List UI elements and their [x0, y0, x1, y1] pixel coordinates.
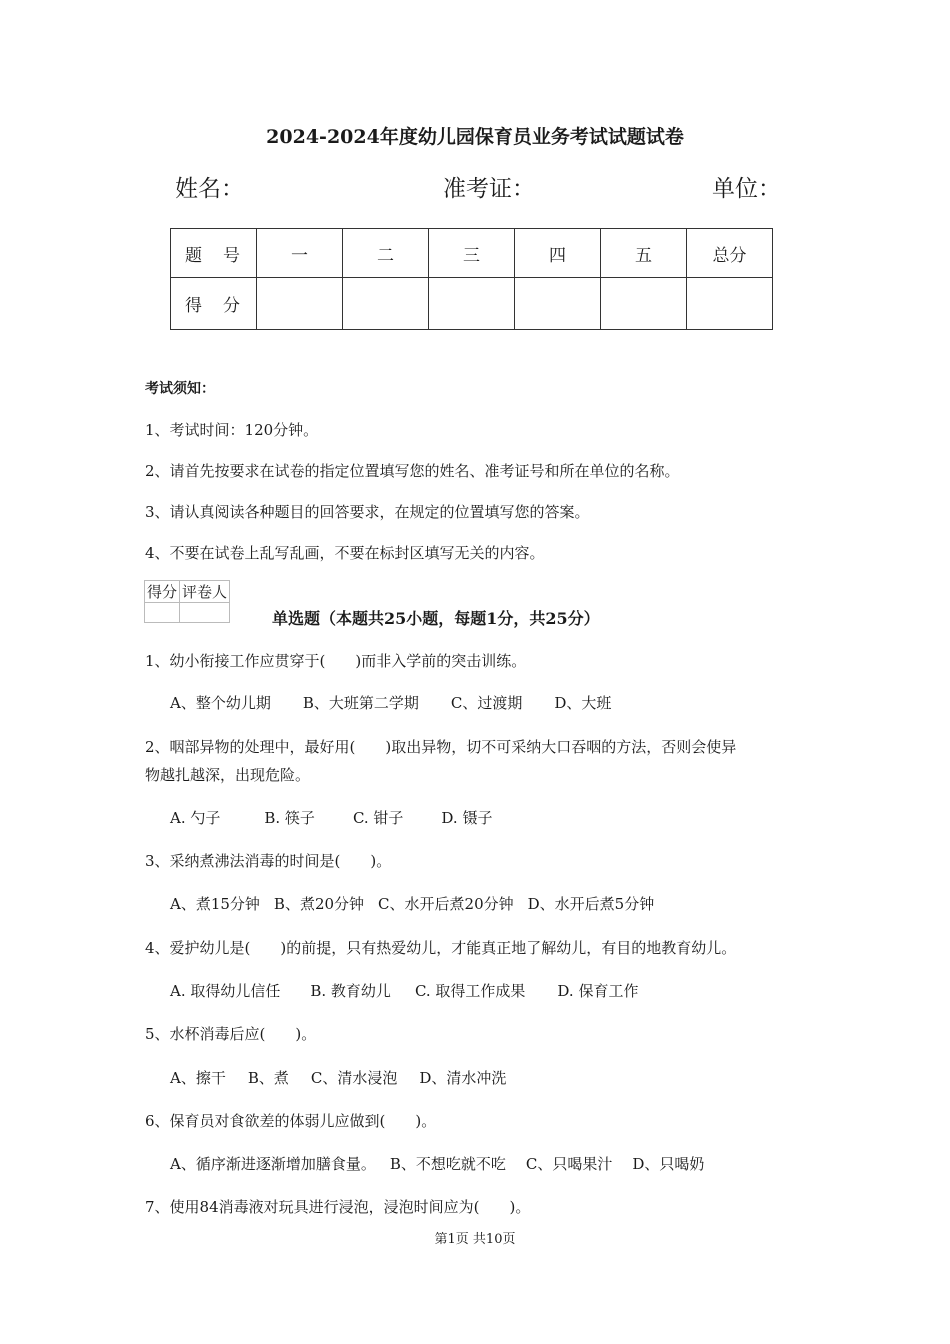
score-table-row-header: 得 分: [171, 278, 257, 330]
question-stem-continued: 物越扎越深，出现危险。: [145, 766, 311, 784]
section-title: 单选题（本题共25小题，每题1分，共25分）: [272, 609, 600, 628]
page-footer: 第1页 共10页: [434, 1232, 516, 1247]
option: B. 筷子: [264, 809, 315, 827]
notice-item: 3、请认真阅读各种题目的回答要求，在规定的位置填写您的答案。: [145, 503, 590, 521]
question-stem: 1、幼小衔接工作应贯穿于( )而非入学前的突击训练。: [145, 652, 527, 670]
option: D、水开后煮5分钟: [527, 895, 655, 913]
option: C. 取得工作成果: [414, 982, 526, 1000]
grader-score-cell[interactable]: [145, 603, 180, 623]
option: A、煮15分钟: [170, 895, 260, 913]
question-options: [170, 980, 638, 1001]
score-table-row-header: 题 号: [171, 229, 257, 278]
notice-item: 2、请首先按要求在试卷的指定位置填写您的姓名、准考证号和所在单位的名称。: [145, 462, 680, 480]
score-cell[interactable]: [257, 278, 343, 330]
question-stem: 4、爱护幼儿是( )的前提，只有热爱幼儿，才能真正地了解幼儿，有目的地教育幼儿。: [145, 939, 737, 957]
question-stem: 7、使用84消毒液对玩具进行浸泡，浸泡时间应为( )。: [145, 1198, 531, 1216]
question-stem: 3、采纳煮沸法消毒的时间是( )。: [145, 852, 392, 870]
notice-item: 1、考试时间：120分钟。: [145, 421, 319, 439]
option: B. 教育幼儿: [310, 982, 391, 1000]
option: A、擦干: [170, 1069, 226, 1087]
question-options: [170, 692, 611, 713]
score-table: [170, 228, 773, 330]
option: D、只喝奶: [632, 1155, 705, 1173]
notice-item: 4、不要在试卷上乱写乱画，不要在标封区填写无关的内容。: [145, 544, 545, 562]
question-options: [170, 1067, 506, 1088]
option: D. 镊子: [441, 809, 493, 827]
grader-reviewer-label: 评卷人: [180, 581, 230, 603]
option: C. 钳子: [352, 809, 404, 827]
option: C、只喝果汁: [525, 1155, 613, 1173]
option: D. 保育工作: [557, 982, 639, 1000]
score-table-score-row: [171, 278, 773, 330]
grader-score-label: 得分: [145, 581, 180, 603]
option: C、清水浸泡: [310, 1069, 398, 1087]
option: A. 取得幼儿信任: [170, 982, 281, 1000]
option: B、不想吃就不吃: [389, 1155, 506, 1173]
option: C、过渡期: [450, 694, 523, 712]
score-cell[interactable]: [687, 278, 773, 330]
option: D、大班: [554, 694, 612, 712]
option: A、整个幼儿期: [170, 694, 271, 712]
name-field-label: 姓名：: [175, 176, 244, 202]
unit-field-label: 单位：: [712, 176, 781, 202]
score-table-column: 四: [515, 229, 601, 278]
score-cell[interactable]: [343, 278, 429, 330]
option: C、水开后煮20分钟: [378, 895, 514, 913]
notice-heading: 考试须知：: [145, 381, 215, 397]
score-table-column: 三: [429, 229, 515, 278]
grader-reviewer-cell[interactable]: [180, 603, 230, 623]
option: A. 勺子: [170, 809, 221, 827]
score-table-column: 二: [343, 229, 429, 278]
score-table-column: 五: [601, 229, 687, 278]
question-stem: 2、咽部异物的处理中，最好用( )取出异物，切不可采纳大口吞咽的方法，否则会使异: [145, 738, 737, 756]
score-cell[interactable]: [601, 278, 687, 330]
grader-box: [144, 580, 230, 623]
option: B、煮: [247, 1069, 289, 1087]
question-options: [170, 893, 654, 914]
option: B、大班第二学期: [302, 694, 419, 712]
question-stem: 5、水杯消毒后应( )。: [145, 1025, 317, 1043]
exam-id-field-label: 准考证：: [443, 176, 535, 202]
question-options: [170, 1153, 704, 1174]
exam-title: 2024-2024年度幼儿园保育员业务考试试题试卷: [266, 126, 684, 148]
option: A、循序渐进逐渐增加膳食量。: [170, 1155, 376, 1173]
score-cell[interactable]: [429, 278, 515, 330]
question-stem: 6、保育员对食欲差的体弱儿应做到( )。: [145, 1112, 437, 1130]
question-options: [170, 807, 492, 828]
score-table-column: 一: [257, 229, 343, 278]
score-table-header-row: [171, 229, 773, 278]
score-table-column: 总分: [687, 229, 773, 278]
score-cell[interactable]: [515, 278, 601, 330]
option: D、清水冲洗: [419, 1069, 507, 1087]
option: B、煮20分钟: [273, 895, 365, 913]
